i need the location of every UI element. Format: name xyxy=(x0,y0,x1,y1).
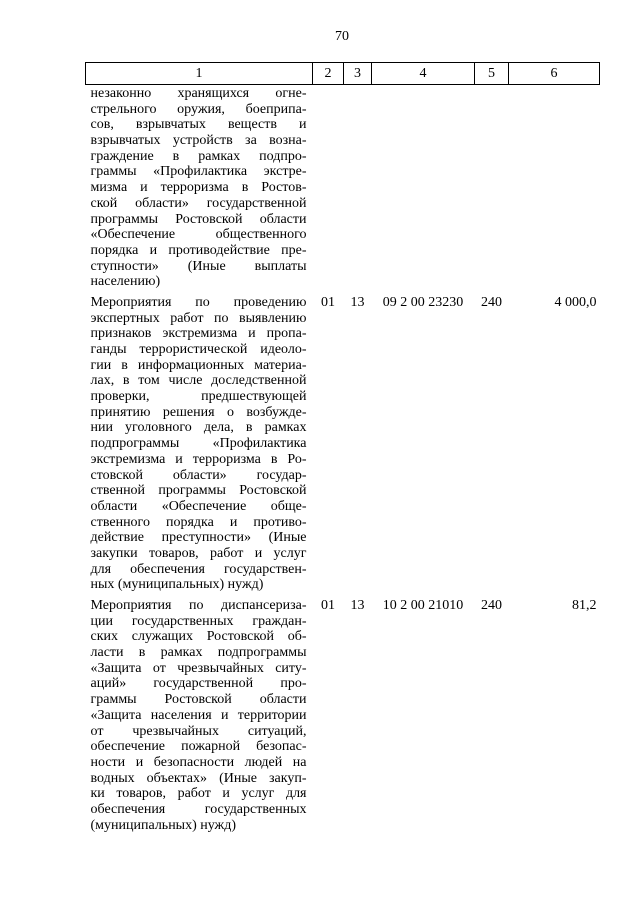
text-line: ской области» государственной xyxy=(90,195,307,211)
text-line: признаков экстремизма и пропа- xyxy=(90,326,307,342)
cell-value: 240 xyxy=(481,598,502,613)
text-line: «Защита населения и территории xyxy=(90,707,307,723)
text-line: взрывчатых устройств за возна- xyxy=(90,133,307,149)
text-line: (муниципальных) нужд) xyxy=(90,817,237,833)
cell-value: 81,2 xyxy=(572,598,597,613)
cell-value: 13 xyxy=(350,598,365,613)
cell-value: 01 xyxy=(321,598,335,613)
cell-col-4 xyxy=(372,593,475,833)
table-row xyxy=(86,593,600,833)
text-line: ганды террористической идеоло- xyxy=(90,342,307,357)
header-cell-5: 5 xyxy=(475,63,509,85)
cell-col-3 xyxy=(344,290,372,593)
text-line: аций» государственной про- xyxy=(90,676,307,692)
text-line: обеспечение пожарной безопас- xyxy=(90,739,307,755)
cell-col-6 xyxy=(509,593,600,833)
table-row xyxy=(86,290,600,593)
cell-col-4 xyxy=(372,85,475,290)
cell-col-6 xyxy=(509,290,600,593)
text-line: ности и безопасности людей на xyxy=(90,754,307,770)
cell-col-5 xyxy=(475,593,509,833)
text-line: области «Обеспечение обще- xyxy=(90,498,307,514)
text-line: нии уголовного дела, в рамках xyxy=(90,420,307,436)
text-line: для обеспечения государствен- xyxy=(90,561,307,577)
text-line: экстремизма и терроризма в Ро- xyxy=(90,451,307,467)
text-line: граммы Ростовской области xyxy=(90,692,307,708)
text-line: «Защита от чрезвычайных ситу- xyxy=(90,660,307,676)
cell-col-6 xyxy=(509,85,600,290)
cell-col-2 xyxy=(313,85,344,290)
text-line: ступности» (Иные выплаты xyxy=(90,258,307,274)
text-line: стовской области» государ- xyxy=(90,467,307,483)
text-line: «Обеспечение общественного xyxy=(90,227,307,243)
cell-value: 4 000,0 xyxy=(554,294,597,310)
text-line: незаконно хранящихся огне- xyxy=(90,86,307,101)
text-line: закупки товаров, работ и услуг xyxy=(90,545,307,561)
cell-col-5 xyxy=(475,290,509,593)
text-line: ции государственных граждан- xyxy=(90,613,307,629)
text-line: Мероприятия по диспансериза- xyxy=(90,598,307,613)
text-line: ственной программы Ростовской xyxy=(90,483,307,499)
text-line: действие преступности» (Иные xyxy=(90,530,307,546)
table-header xyxy=(86,63,600,85)
text-line: ных (муниципальных) нужд) xyxy=(90,577,264,593)
cell-col-1 xyxy=(86,85,313,290)
text-line: стрельного оружия, боеприпа- xyxy=(90,101,307,117)
text-line: граждение в рамках подпро- xyxy=(90,148,307,164)
cell-col-5 xyxy=(475,85,509,290)
cell-col-2 xyxy=(313,290,344,593)
header-cell-1: 1 xyxy=(86,63,313,85)
table-row xyxy=(86,85,600,290)
cell-value: 10 2 00 21010 xyxy=(382,598,464,613)
text-line: лах, в том числе доследственной xyxy=(90,373,307,389)
cell-col-1 xyxy=(86,593,313,833)
text-line: проверки, предшествующей xyxy=(90,389,307,405)
cell-col-3 xyxy=(344,593,372,833)
text-line: экспертных работ по выявлению xyxy=(90,310,307,326)
header-cell-6: 6 xyxy=(509,63,600,85)
cell-value: 13 xyxy=(350,294,365,310)
text-line: сов, взрывчатых веществ и xyxy=(90,117,307,133)
text-line: ки товаров, работ и услуг для xyxy=(90,786,307,802)
text-line: от чрезвычайных ситуаций, xyxy=(90,723,307,739)
text-line: принятию решения о возбужде- xyxy=(90,404,307,420)
text-line: ласти в рамках подпрограммы xyxy=(90,645,307,661)
page-number: 70 xyxy=(335,29,349,44)
cell-col-3 xyxy=(344,85,372,290)
header-cell-3: 3 xyxy=(344,63,372,85)
text-line: подпрограммы «Профилактика xyxy=(90,436,307,452)
text-line: Мероприятия по проведению xyxy=(90,294,307,310)
cell-value: 09 2 00 23230 xyxy=(382,294,464,310)
cell-value: 240 xyxy=(481,294,502,310)
text-line: населению) xyxy=(90,274,161,290)
text-line: мизма и терроризма в Ростов- xyxy=(90,180,307,196)
text-line: обеспечения государственных xyxy=(90,801,307,817)
budget-table xyxy=(85,62,600,833)
text-line: ских служащих Ростовской об- xyxy=(90,629,307,645)
cell-col-4 xyxy=(372,290,475,593)
header-cell-2: 2 xyxy=(313,63,344,85)
text-line: ственного порядка и противо- xyxy=(90,514,307,530)
text-line: программы Ростовской области xyxy=(90,211,307,227)
header-row xyxy=(86,63,600,85)
cell-col-1 xyxy=(86,290,313,593)
text-line: водных объектах» (Иные закуп- xyxy=(90,770,307,786)
cell-value: 01 xyxy=(321,294,335,310)
header-cell-4: 4 xyxy=(372,63,475,85)
text-line: граммы «Профилактика экстре- xyxy=(90,164,307,180)
cell-col-2 xyxy=(313,593,344,833)
text-line: порядка и противодействие пре- xyxy=(90,242,307,258)
table-body xyxy=(86,85,600,834)
text-line: гии в информационных материа- xyxy=(90,357,307,373)
